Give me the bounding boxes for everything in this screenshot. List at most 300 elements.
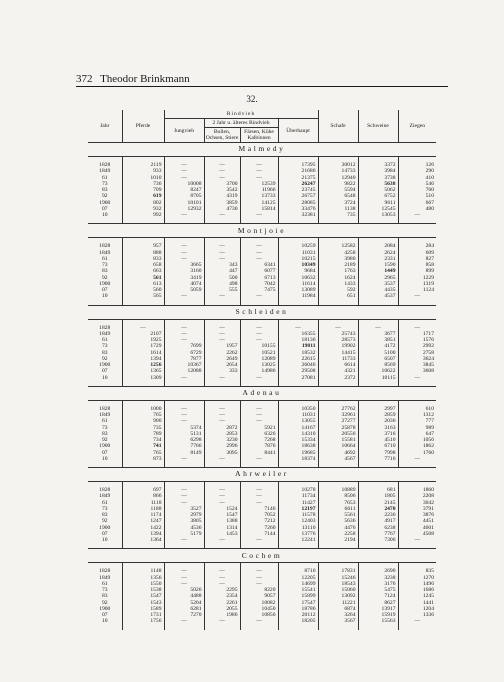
- value-cell: 16355: [278, 331, 318, 337]
- value-cell: 4321: [318, 368, 358, 374]
- value-cell: —: [204, 575, 240, 581]
- value-cell: 12582: [318, 238, 358, 250]
- value-cell: 7653: [318, 500, 358, 506]
- value-cell: 6281: [164, 606, 204, 612]
- value-cell: 13055: [278, 418, 318, 424]
- value-cell: 2208: [398, 493, 436, 499]
- value-cell: 32961: [318, 412, 358, 418]
- value-cell: 3851: [358, 337, 398, 343]
- value-cell: 1524: [204, 506, 240, 512]
- value-cell: —: [398, 212, 436, 224]
- value-cell: 592: [318, 287, 358, 293]
- year-cell: 92: [88, 437, 122, 443]
- year-cell: 83: [88, 350, 122, 356]
- value-cell: 4537: [358, 293, 398, 305]
- value-cell: 1188: [122, 506, 164, 512]
- value-cell: 19685: [278, 450, 318, 456]
- table-row: [88, 319, 436, 331]
- value-cell: 8149: [164, 450, 204, 456]
- value-cell: —: [204, 337, 240, 343]
- value-cell: 932: [122, 206, 164, 212]
- year-cell: 1849: [88, 250, 122, 256]
- value-cell: —: [122, 319, 164, 331]
- year-cell: 92: [88, 193, 122, 199]
- value-cell: —: [204, 250, 240, 256]
- value-cell: —: [240, 581, 278, 587]
- value-cell: 1365: [122, 368, 164, 374]
- value-cell: 10115: [358, 375, 398, 387]
- value-cell: 6614: [318, 362, 358, 368]
- col-jungvieh: Jungvieh: [164, 119, 204, 143]
- value-cell: 11031: [278, 412, 318, 418]
- value-cell: 1270: [398, 575, 436, 581]
- value-cell: 546: [398, 181, 436, 187]
- value-cell: 10350: [278, 400, 318, 412]
- value-cell: 18205: [278, 618, 318, 629]
- value-cell: 3160: [164, 268, 204, 274]
- value-cell: —: [398, 293, 436, 305]
- value-cell: 1449: [358, 268, 398, 274]
- value-cell: —: [204, 293, 240, 305]
- value-cell: 11578: [278, 512, 318, 518]
- value-cell: 19902: [318, 343, 358, 349]
- value-cell: 10664: [318, 443, 358, 449]
- value-cell: 1433: [318, 281, 358, 287]
- year-cell: 83: [88, 512, 122, 518]
- value-cell: —: [240, 250, 278, 256]
- value-cell: 1319: [398, 281, 436, 287]
- value-cell: 27762: [318, 400, 358, 412]
- value-cell: 10082: [240, 600, 278, 606]
- value-cell: —: [278, 319, 318, 331]
- livestock-table: [88, 110, 436, 630]
- section-header: [88, 386, 436, 400]
- table-number: 32.: [246, 94, 258, 104]
- value-cell: —: [164, 482, 204, 494]
- value-cell: 3738: [358, 175, 398, 181]
- table-row: [88, 212, 436, 224]
- value-cell: 4488: [164, 593, 204, 599]
- value-cell: 1441: [398, 600, 436, 606]
- value-cell: 25743: [318, 331, 358, 337]
- value-cell: 6077: [240, 268, 278, 274]
- value-cell: 7876: [240, 443, 278, 449]
- value-cell: 12205: [278, 575, 318, 581]
- value-cell: 2690: [358, 563, 398, 575]
- value-cell: —: [164, 238, 204, 250]
- value-cell: 447: [204, 268, 240, 274]
- value-cell: 1925: [122, 337, 164, 343]
- value-cell: —: [164, 500, 204, 506]
- value-cell: 126: [398, 157, 436, 169]
- col-faersen: Färsen, Kühe Kalbinnen: [240, 128, 278, 143]
- value-cell: 15919: [358, 612, 398, 618]
- value-cell: 610: [398, 400, 436, 412]
- col-jahr: Jahr: [88, 110, 122, 143]
- value-cell: 647: [398, 431, 436, 437]
- value-cell: 23745: [278, 187, 318, 193]
- value-cell: 11966: [240, 187, 278, 193]
- value-cell: 1364: [122, 537, 164, 549]
- value-cell: 5059: [164, 287, 204, 293]
- value-cell: 1862: [398, 443, 436, 449]
- value-cell: 1422: [122, 525, 164, 531]
- value-cell: 500: [204, 275, 240, 281]
- value-cell: 1138: [318, 206, 358, 212]
- year-cell: 61: [88, 175, 122, 181]
- value-cell: 22615: [278, 356, 318, 362]
- value-cell: 12197: [278, 506, 318, 512]
- value-cell: 284: [398, 238, 436, 250]
- value-cell: 10101: [164, 200, 204, 206]
- value-cell: 8627: [358, 600, 398, 606]
- value-cell: 7306: [358, 537, 398, 549]
- year-cell: 1900: [88, 525, 122, 531]
- year-cell: 07: [88, 287, 122, 293]
- value-cell: —: [398, 319, 436, 331]
- year-cell: 07: [88, 368, 122, 374]
- value-cell: 2236: [358, 512, 398, 518]
- value-cell: 17831: [318, 563, 358, 575]
- value-cell: —: [240, 575, 278, 581]
- value-cell: 10521: [240, 350, 278, 356]
- value-cell: 7052: [240, 512, 278, 518]
- value-cell: 2853: [204, 431, 240, 437]
- value-cell: 873: [122, 456, 164, 468]
- value-cell: 1204: [398, 606, 436, 612]
- value-cell: 6752: [358, 193, 398, 199]
- value-cell: 9611: [358, 200, 398, 206]
- value-cell: 2649: [204, 356, 240, 362]
- value-cell: 802: [122, 200, 164, 206]
- value-cell: —: [164, 618, 204, 629]
- running-head: [76, 73, 195, 85]
- year-cell: 1849: [88, 493, 122, 499]
- value-cell: 1056: [398, 437, 436, 443]
- value-cell: 21686: [278, 168, 318, 174]
- value-cell: 736: [122, 181, 164, 187]
- page-number: 372: [76, 73, 93, 85]
- value-cell: —: [240, 537, 278, 549]
- value-cell: 4510: [358, 437, 398, 443]
- value-cell: 3372: [358, 157, 398, 169]
- year-cell: 1849: [88, 575, 122, 581]
- value-cell: —: [204, 331, 240, 337]
- value-cell: 1756: [122, 618, 164, 629]
- value-cell: —: [164, 493, 204, 499]
- year-cell: 73: [88, 181, 122, 187]
- year-cell: 1828: [88, 157, 122, 169]
- value-cell: 9684: [278, 268, 318, 274]
- value-cell: 6507: [358, 356, 398, 362]
- value-cell: 3095: [204, 450, 240, 456]
- value-cell: 5636: [318, 518, 358, 524]
- year-cell: 07: [88, 531, 122, 537]
- value-cell: 7124: [358, 593, 398, 599]
- value-cell: 8247: [164, 187, 204, 193]
- value-cell: 4730: [204, 206, 240, 212]
- value-cell: 827: [398, 256, 436, 262]
- value-cell: 13917: [358, 606, 398, 612]
- value-cell: 3527: [164, 506, 204, 512]
- value-cell: —: [240, 456, 278, 468]
- value-cell: 18786: [278, 606, 318, 612]
- value-cell: 3176: [358, 581, 398, 587]
- value-cell: —: [204, 238, 240, 250]
- value-cell: 663: [122, 268, 164, 274]
- value-cell: 765: [122, 450, 164, 456]
- year-cell: 1900: [88, 362, 122, 368]
- value-cell: 619: [122, 193, 164, 199]
- value-cell: 7270: [164, 612, 204, 618]
- value-cell: 14699: [278, 581, 318, 587]
- value-cell: 333: [204, 368, 240, 374]
- value-cell: 651: [318, 293, 358, 305]
- value-cell: —: [204, 157, 240, 169]
- value-cell: 2261: [204, 600, 240, 606]
- value-cell: 1314: [204, 525, 240, 531]
- value-cell: 3567: [318, 618, 358, 629]
- value-cell: 858: [398, 262, 436, 268]
- value-cell: 14986: [240, 368, 278, 374]
- value-cell: 1496: [398, 581, 436, 587]
- value-cell: —: [398, 456, 436, 468]
- section-header: [88, 305, 436, 319]
- value-cell: 10889: [318, 482, 358, 494]
- value-cell: 14167: [278, 425, 318, 431]
- value-cell: —: [240, 319, 278, 331]
- value-cell: 1729: [122, 343, 164, 349]
- value-cell: 1547: [122, 593, 164, 599]
- value-cell: 15541: [278, 587, 318, 593]
- value-cell: 4692: [318, 450, 358, 456]
- year-cell: 83: [88, 268, 122, 274]
- value-cell: —: [204, 256, 240, 262]
- value-cell: 9822: [318, 181, 358, 187]
- year-cell: 61: [88, 418, 122, 424]
- value-cell: 3419: [164, 275, 204, 281]
- value-cell: 2295: [204, 587, 240, 593]
- district-name: Montjoie: [88, 224, 436, 238]
- value-cell: 957: [122, 238, 164, 250]
- value-cell: 8220: [240, 587, 278, 593]
- value-cell: 697: [122, 482, 164, 494]
- value-cell: 2372: [318, 375, 358, 387]
- value-cell: 2107: [122, 331, 164, 337]
- table-row: [88, 157, 436, 169]
- value-cell: 1576: [398, 337, 436, 343]
- value-cell: 1245: [398, 593, 436, 599]
- value-cell: 2084: [358, 238, 398, 250]
- value-cell: —: [358, 319, 398, 331]
- value-cell: —: [204, 563, 240, 575]
- value-cell: 2331: [358, 256, 398, 262]
- section-header: [88, 143, 436, 157]
- value-cell: 1805: [358, 493, 398, 499]
- col-rindvieh: Rindvieh: [164, 110, 318, 119]
- value-cell: 14310: [278, 431, 318, 437]
- value-cell: 3980: [318, 256, 358, 262]
- value-cell: 8716: [278, 563, 318, 575]
- value-cell: 10367: [164, 362, 204, 368]
- year-cell: 73: [88, 343, 122, 349]
- year-cell: 92: [88, 518, 122, 524]
- value-cell: 1686: [398, 587, 436, 593]
- table-row: [88, 400, 436, 412]
- value-cell: —: [204, 500, 240, 506]
- value-cell: —: [318, 319, 358, 331]
- value-cell: 7260: [240, 525, 278, 531]
- value-cell: 18543: [318, 581, 358, 587]
- value-cell: 8506: [318, 493, 358, 499]
- value-cell: 1388: [204, 518, 240, 524]
- value-cell: 14733: [318, 168, 358, 174]
- value-cell: 1356: [122, 575, 164, 581]
- col-bullen: Bullen, Ochsen, Stiere: [205, 129, 239, 141]
- value-cell: 11733: [318, 356, 358, 362]
- value-cell: 4508: [398, 531, 436, 537]
- value-cell: 560: [122, 287, 164, 293]
- value-cell: 5921: [240, 425, 278, 431]
- value-cell: 1309: [122, 375, 164, 387]
- value-cell: 4476: [318, 525, 358, 531]
- value-cell: —: [164, 537, 204, 549]
- value-cell: 3624: [398, 356, 436, 362]
- year-cell: 73: [88, 425, 122, 431]
- value-cell: 20112: [278, 612, 318, 618]
- value-cell: 15899: [278, 593, 318, 599]
- value-cell: 2119: [122, 157, 164, 169]
- value-cell: —: [240, 375, 278, 387]
- value-cell: 3716: [358, 431, 398, 437]
- col-ziegen: Ziegen: [398, 110, 436, 143]
- value-cell: —: [164, 250, 204, 256]
- year-cell: 92: [88, 275, 122, 281]
- value-cell: 5638: [358, 181, 398, 187]
- value-cell: —: [240, 418, 278, 424]
- value-cell: 6611: [318, 506, 358, 512]
- year-cell: 73: [88, 587, 122, 593]
- value-cell: 10215: [278, 256, 318, 262]
- value-cell: —: [164, 418, 204, 424]
- value-cell: —: [164, 412, 204, 418]
- year-cell: 83: [88, 431, 122, 437]
- value-cell: 26757: [278, 193, 318, 199]
- value-cell: 7146: [240, 506, 278, 512]
- value-cell: —: [204, 493, 240, 499]
- col-schweine: Schweine: [358, 110, 398, 143]
- year-cell: 1900: [88, 443, 122, 449]
- value-cell: 1312: [398, 412, 436, 418]
- value-cell: 17395: [278, 157, 318, 169]
- value-cell: 9057: [240, 593, 278, 599]
- section-header: [88, 549, 436, 563]
- value-cell: 4567: [318, 456, 358, 468]
- value-cell: 30012: [318, 157, 358, 169]
- value-cell: 510: [398, 193, 436, 199]
- value-cell: 4451: [398, 518, 436, 524]
- value-cell: 10008: [164, 181, 204, 187]
- value-cell: 10632: [278, 275, 318, 281]
- year-cell: 83: [88, 187, 122, 193]
- table-row: [88, 375, 436, 387]
- value-cell: 13092: [318, 593, 358, 599]
- value-cell: 3859: [204, 200, 240, 206]
- value-cell: 11984: [278, 293, 318, 305]
- value-cell: 3537: [358, 281, 398, 287]
- value-cell: 2470: [358, 506, 398, 512]
- value-cell: 11031: [278, 250, 318, 256]
- value-cell: 1336: [398, 612, 436, 618]
- year-cell: 10: [88, 537, 122, 549]
- value-cell: 26046: [278, 362, 318, 368]
- value-cell: —: [204, 482, 240, 494]
- value-cell: 3042: [398, 500, 436, 506]
- value-cell: 12089: [240, 356, 278, 362]
- value-cell: 735: [122, 425, 164, 431]
- author-name: Theodor Brinkmann: [100, 73, 190, 85]
- value-cell: 343: [204, 262, 240, 268]
- value-cell: 6326: [240, 431, 278, 437]
- year-cell: 73: [88, 506, 122, 512]
- value-cell: 899: [398, 268, 436, 274]
- value-cell: 3238: [358, 575, 398, 581]
- value-cell: —: [204, 412, 240, 418]
- value-cell: 3665: [164, 262, 204, 268]
- value-cell: 6298: [164, 437, 204, 443]
- value-cell: 480: [398, 206, 436, 212]
- value-cell: —: [240, 400, 278, 412]
- value-cell: —: [240, 238, 278, 250]
- value-cell: 15060: [318, 587, 358, 593]
- value-cell: —: [164, 581, 204, 587]
- year-cell: 07: [88, 206, 122, 212]
- value-cell: —: [164, 157, 204, 169]
- value-cell: 1000: [122, 400, 164, 412]
- value-cell: 2979: [164, 512, 204, 518]
- value-cell: 6341: [240, 262, 278, 268]
- value-cell: —: [398, 618, 436, 629]
- value-cell: 18532: [278, 350, 318, 356]
- value-cell: 7998: [358, 450, 398, 456]
- value-cell: —: [240, 618, 278, 629]
- year-cell: 83: [88, 593, 122, 599]
- value-cell: 13025: [240, 362, 278, 368]
- value-cell: 2262: [204, 350, 240, 356]
- value-cell: 3791: [398, 506, 436, 512]
- value-cell: 3984: [358, 168, 398, 174]
- value-cell: 5062: [358, 187, 398, 193]
- value-cell: 2859: [358, 412, 398, 418]
- year-cell: 1828: [88, 238, 122, 250]
- value-cell: —: [164, 319, 204, 331]
- district-name: Malmedy: [88, 143, 436, 157]
- value-cell: 13733: [240, 193, 278, 199]
- value-cell: 1547: [204, 512, 240, 518]
- value-cell: 10856: [240, 612, 278, 618]
- value-cell: 6238: [358, 525, 398, 531]
- value-cell: —: [240, 212, 278, 224]
- table-body: [88, 143, 436, 630]
- value-cell: 760: [398, 187, 436, 193]
- table-row: [88, 293, 436, 305]
- value-cell: 6874: [318, 606, 358, 612]
- value-cell: 2189: [318, 262, 358, 268]
- value-cell: 5026: [164, 587, 204, 593]
- value-cell: 709: [122, 187, 164, 193]
- value-cell: 3845: [398, 362, 436, 368]
- value-cell: 6729: [164, 350, 204, 356]
